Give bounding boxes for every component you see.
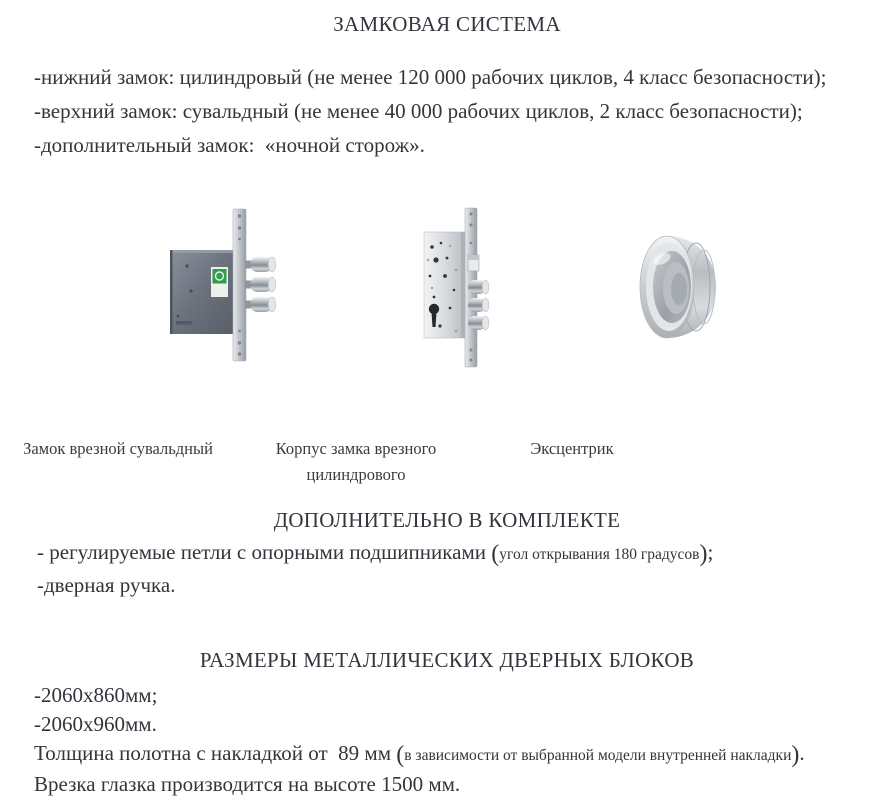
text-line-size-860 <box>34 681 805 710</box>
cylinder-lock-bolts <box>468 280 489 330</box>
line-main: -дверная ручка. <box>37 573 176 597</box>
lock-system-text <box>34 60 826 162</box>
caption-line: Корпус замка врезного <box>275 439 437 458</box>
line-main: - регулируемые петли с опорными подшипниками <box>37 540 492 564</box>
text-line-lower-lock: -нижний замок: цилиндровый (не менее 120 000 рабочих циклов, 4 класс безопасности); <box>34 65 827 89</box>
eccentric-photo <box>636 234 724 347</box>
paren-close: ) <box>699 541 708 567</box>
line-tail: ; <box>707 540 714 564</box>
cylinder-lock-body <box>424 232 465 338</box>
lever-lock-body <box>170 250 233 334</box>
cylinder-lock-latch <box>468 255 479 271</box>
green-brand-label <box>211 267 228 297</box>
text-line-upper-lock: -верхний замок: сувальдный (не менее 40 000 рабочих циклов, 2 класс безопасности); <box>34 99 803 123</box>
mortise-lever-lock-photo <box>166 205 281 370</box>
lever-lock-faceplate <box>233 209 246 361</box>
paren-open: ( <box>491 541 500 567</box>
paren-open: ( <box>396 742 405 768</box>
line-main: Толщина полотна с накладкой от 89 мм <box>34 741 397 765</box>
extras-text <box>37 537 713 600</box>
line-main: -2060х860мм; <box>34 683 158 707</box>
cylinder-lock-body-photo <box>412 203 492 373</box>
line-tail: . <box>799 741 805 765</box>
text-line-thickness <box>34 739 805 770</box>
section-title-extras: ДОПОЛНИТЕЛЬНО В КОМПЛЕКТЕ <box>273 508 621 532</box>
text-line-extra-lock: -дополнительный замок: «ночной сторож». <box>34 133 425 157</box>
cylinder-lock-illustration <box>412 203 492 368</box>
text-line-hinges <box>37 537 713 570</box>
line-small-note: в зависимости от выбранной модели внутренней накладки <box>404 747 792 764</box>
caption-line: Замок врезной сувальдный <box>23 439 213 458</box>
page-title: ЗАМКОВАЯ СИСТЕМА <box>333 12 561 36</box>
line-small-note: угол открывания 180 градусов <box>499 546 700 563</box>
lever-lock-bolts <box>245 257 276 312</box>
caption-line: Эксцентрик <box>530 439 614 458</box>
dimensions-text <box>34 681 805 799</box>
paren-close: ) <box>791 742 800 768</box>
figure-caption-cylinder-lock <box>256 436 456 488</box>
eccentric-cup <box>640 236 716 338</box>
mortise-lever-lock-illustration <box>166 205 281 365</box>
figure-caption-eccentric <box>492 436 652 462</box>
text-line-size-960 <box>34 710 805 739</box>
section-title-dimensions: РАЗМЕРЫ МЕТАЛЛИЧЕСКИХ ДВЕРНЫХ БЛОКОВ <box>199 648 695 672</box>
line-main: Врезка глазка производится на высоте 1500 мм. <box>34 772 461 796</box>
caption-line: цилиндрового <box>306 465 406 484</box>
eccentric-illustration <box>636 234 724 342</box>
text-line-peephole <box>34 770 805 799</box>
line-main: -2060х960мм. <box>34 712 157 736</box>
figure-caption-lever-lock <box>18 436 218 462</box>
text-line-handle <box>37 570 713 600</box>
